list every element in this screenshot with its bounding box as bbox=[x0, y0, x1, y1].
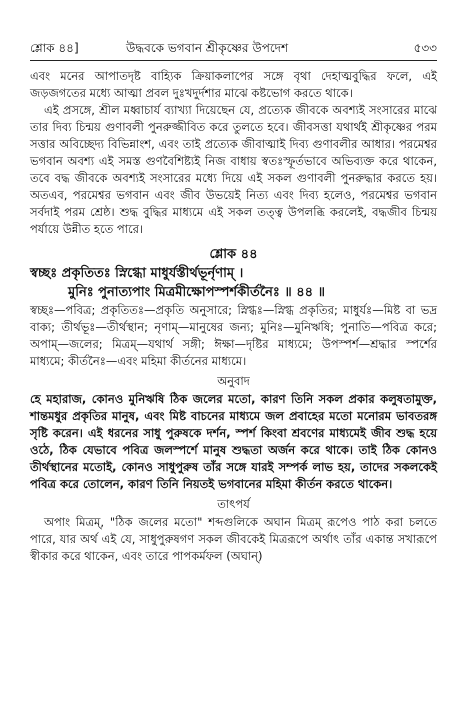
header-divider bbox=[30, 60, 437, 61]
purport-text: অপাং মিত্রম্, "ঠিক জলের মতো" শব্দগুলিকে অঘান মিত্রম্ রূপেও পাঠ করা চলতে পারে, যার অর্থ এই যে, সাধুপুরুষগণ সকল জীবকেই মিত্ররূপে অর্থাৎ তাঁর একান্ত সখারূপে স্বীকার করে থাকেন, এবং তারে পাপকর্মফল (অঘান্) bbox=[30, 515, 437, 563]
header-chapter-title: উদ্ধবকে ভগবান শ্রীকৃষ্ণের উপদেশ bbox=[126, 41, 289, 55]
running-header bbox=[30, 40, 437, 60]
verse-line-1: স্বচ্ছঃ প্রকৃতিতঃ স্নিগ্ধো মাধুর্যস্তীর্থভূর্নৃণাম্ । bbox=[30, 266, 244, 281]
translation-heading: অনুবাদ bbox=[217, 374, 250, 388]
header-verse-label: শ্লোক ৪৪] bbox=[30, 41, 79, 55]
page-body bbox=[30, 68, 437, 565]
translation-text: হে মহারাজ, কোনও মুনিঋষি ঠিক জলের মতো, কারণ তিনি সকল প্রকার কলুষতামুক্ত, শান্তমধুর প্রকৃতির মানুষ, এবং মিষ্ট বাচনের মাধ্যমে জল প্রবাহের মতো মনোরম ভাবতরঙ্গ সৃষ্টি করেন। এই ধরনের সাধু পুরুষকে দর্শন, স্পর্শ কিংবা শ্রবণের মাধ্যমেই জীব শুদ্ধ হয়ে ওঠে, ঠিক যেভাবে পবিত্র জলস্পর্শে মানুষ শুদ্ধতা অর্জন করে থাকে। তাই ঠিক কোনও তীর্থস্থানের মতোই, কোনও সাধুপুরুষ তাঁর সঙ্গে যারই সম্পর্ক লাভ হয়, তাদের সকলকেই পবিত্র করে তোলেন, কারণ তিনি নিয়তই ভগবানের মহিমা কীর্তন করতে থাকেন। bbox=[30, 392, 437, 491]
word-for-word-synonyms: স্বচ্ছঃ—পবিত্র; প্রকৃতিতঃ—প্রকৃতি অনুসারে; স্নিগ্ধঃ—স্নিগ্ধ প্রকৃতির; মাধুর্যঃ—মিষ্ট বা ভদ্র বাক্য; তীর্থভূঃ—তীর্থস্থান; নৃণাম্—মানুষের জন্য; মুনিঃ—মুনিঋষি; পুনাতি—পবিত্র করে; অপাম্—জলের; মিত্রম্—যথার্থ সঙ্গী; ঈক্ষা—দৃষ্টির মাধ্যমে; উপস্পর্শ—শ্রদ্ধার স্পর্শের মাধ্যমে; কীর্তনৈঃ—এবং মহিমা কীর্তনের মাধ্যমে। bbox=[30, 303, 437, 368]
verse-heading: শ্লোক ৪৪ bbox=[209, 247, 258, 262]
purport-heading: তাৎপর্য bbox=[217, 497, 250, 511]
intro-paragraph-2: এই প্রসঙ্গে, শ্রীল মধ্বাচার্য ব্যাখ্যা দিয়েছেন যে, প্রত্যেক জীবকে অবশ্যই সংসারের মাঝে তার দিব্য চিন্ময় গুণাবলী পুনরুজ্জীবিত করে তুলতে হবে। জীবসত্তা যথার্থই শ্রীকৃষ্ণের পরম সত্তার অবিচ্ছেদ্য বিভিন্নাংশ, এবং তাই প্রত্যেক জীবাত্মাই দিব্য গুণাবলীর আধার। পরমেশ্বর ভগবান অবশ্য এই সমস্ত গুণবৈশিষ্ট্যই নিজ বাধায় স্বতঃস্ফূর্তভাবে অভিব্যক্ত করে থাকেন, তবে বদ্ধ জীবকে অবশ্যই সংসারের মধ্যে দিয়ে এই সকল গুণাবলী পুনরুদ্ধার করতে হয়। অতএব, পরমেশ্বর ভগবান এবং জীব উভয়েই নিত্য এবং দিব্য হলেও, পরমেশ্বর ভগবান সর্বদাই পরম শ্রেষ্ঠ। শুদ্ধ বুদ্ধির মাধ্যমে এই সকল তত্ত্ব উপলব্ধি করলেই, বদ্ধজীব চিন্ময় পর্যায়ে উন্নীত হতে পারে। bbox=[30, 103, 437, 236]
verse-line-2: মুনিঃ পুনাত্যপাং মিত্রমীক্ষোপস্পর্শকীর্তনৈঃ ॥ ৪৪ ॥ bbox=[68, 285, 326, 300]
page-number: ৫৩৩ bbox=[413, 41, 437, 55]
intro-paragraph-1: এবং মনের আপাতদৃষ্ট বাহ্যিক ক্রিয়াকলাপের সঙ্গে বৃথা দেহাত্মবুদ্ধির ফলে, এই জড়জগতের মধ্যে আত্মা প্রবল দুঃখদুর্দশার মাঝে কষ্টভোগ করতে থাকে। bbox=[30, 69, 437, 100]
